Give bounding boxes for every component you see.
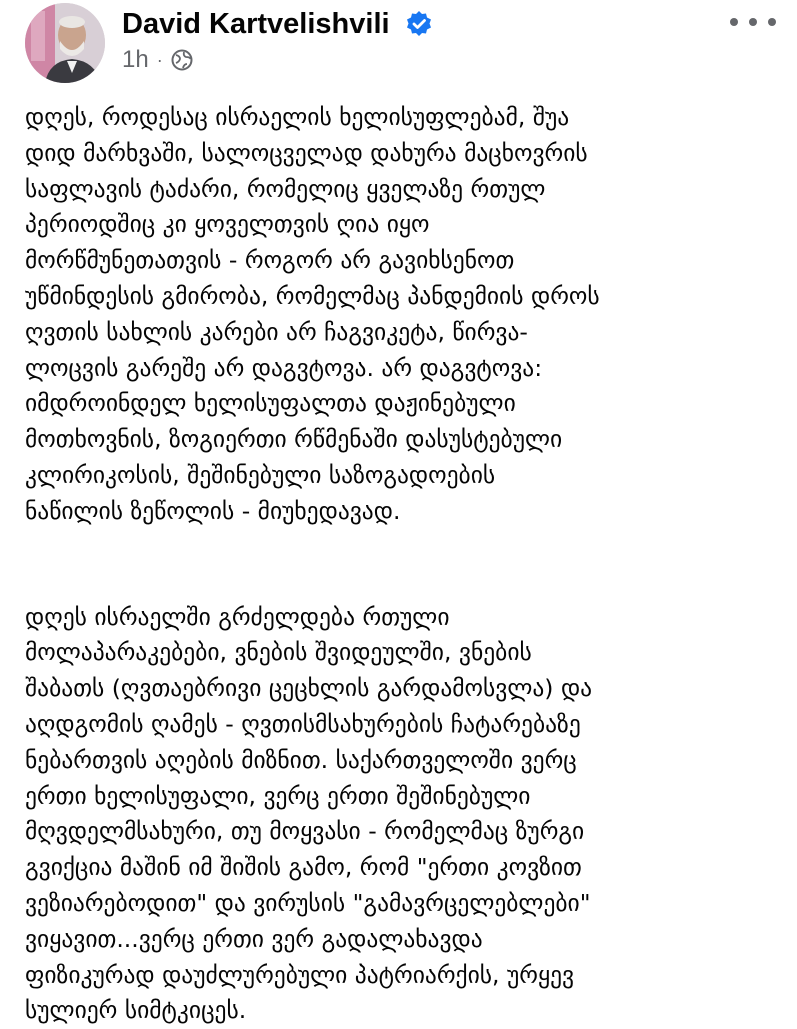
more-options-icon[interactable] xyxy=(730,10,776,34)
text-line: მღვდელმსახური, თუ მოყვასი - რომელმაც ზურგი xyxy=(25,817,585,846)
text-line: ღვთის სახლის კარები არ ჩაგვიკეტა, წირვა- xyxy=(25,317,528,346)
post-paragraph-2 xyxy=(25,600,785,1029)
text-line: ნაწილის ზეწოლის - მიუხედავად. xyxy=(25,496,401,525)
text-line: უწმინდესის გმირობა, რომელმაც პანდემიის დროს xyxy=(25,281,600,310)
verified-badge-icon xyxy=(405,10,433,38)
text-line: ნებართვის აღების მიზნით. საქართველოში ვერც xyxy=(25,745,577,774)
paragraph-gap xyxy=(25,530,785,600)
text-line: იმდროინდელ ხელისუფალთა დაჟინებული xyxy=(25,389,516,418)
text-line: მოლაპარაკებები, ვნების შვიდეულში, ვნების xyxy=(25,638,532,667)
author-name[interactable]: David Kartvelishvili xyxy=(122,8,390,40)
globe-icon[interactable] xyxy=(171,49,193,71)
text-line: დღეს, როდესაც ისრაელის ხელისუფლებამ, შუა xyxy=(25,103,570,131)
text-line: დიდ მარხვაში, სალოცველად დახურა მაცხოვრის xyxy=(25,138,588,167)
text-line: ფიზიკურად დაუძლურებული პატრიარქის, ურყევ xyxy=(25,960,575,989)
text-line: ლოცვის გარეშე არ დაგვტოვა. არ დაგვტოვა: xyxy=(25,353,543,382)
text-line: პერიოდშიც კი ყოველთვის ღია იყო xyxy=(25,210,430,239)
dot xyxy=(749,18,757,26)
text-line: მორწმუნეთათვის - როგორ არ გავიხსენოთ xyxy=(25,246,515,275)
text-line: ვეზიარებოდით" და ვირუსის "გამავრცელებლები" xyxy=(25,888,591,917)
text-line: შაბათს (ღვთაებრივი ცეცხლის გარდამოსვლა) და xyxy=(25,674,593,703)
meta-separator: · xyxy=(156,49,163,70)
text-line: ვიყავით...ვერც ერთი ვერ გადალახავდა xyxy=(25,924,483,953)
post-paragraph-1 xyxy=(25,100,785,530)
text-line: სულიერ სიმტკიცეს. xyxy=(25,996,247,1025)
post-text xyxy=(25,100,785,1029)
post-time[interactable]: 1h xyxy=(122,46,149,73)
text-line: მოთხოვნის, ზოგიერთი რწმენაში დასუსტებული xyxy=(25,425,563,454)
author-avatar[interactable] xyxy=(25,3,105,83)
post-header xyxy=(0,0,797,92)
avatar-image xyxy=(25,3,105,83)
text-line: გვიქცია მაშინ იმ შიშის გამო, რომ "ერთი კოვზით xyxy=(25,853,582,882)
post-meta xyxy=(122,46,193,74)
text-line: აღდგომის ღამეს - ღვთისმსახურების ჩატარებაზე xyxy=(25,709,581,738)
text-line: ერთი ხელისუფალი, ვერც ერთი შეშინებული xyxy=(25,781,531,810)
text-line: დღეს ისრაელში გრძელდება რთული xyxy=(25,602,450,631)
text-line: საფლავის ტაძარი, რომელიც ყველაზე რთულ xyxy=(25,174,546,203)
dot xyxy=(768,18,776,26)
text-line: კლირიკოსის, შეშინებული საზოგადოების xyxy=(25,460,496,489)
dot xyxy=(730,18,738,26)
